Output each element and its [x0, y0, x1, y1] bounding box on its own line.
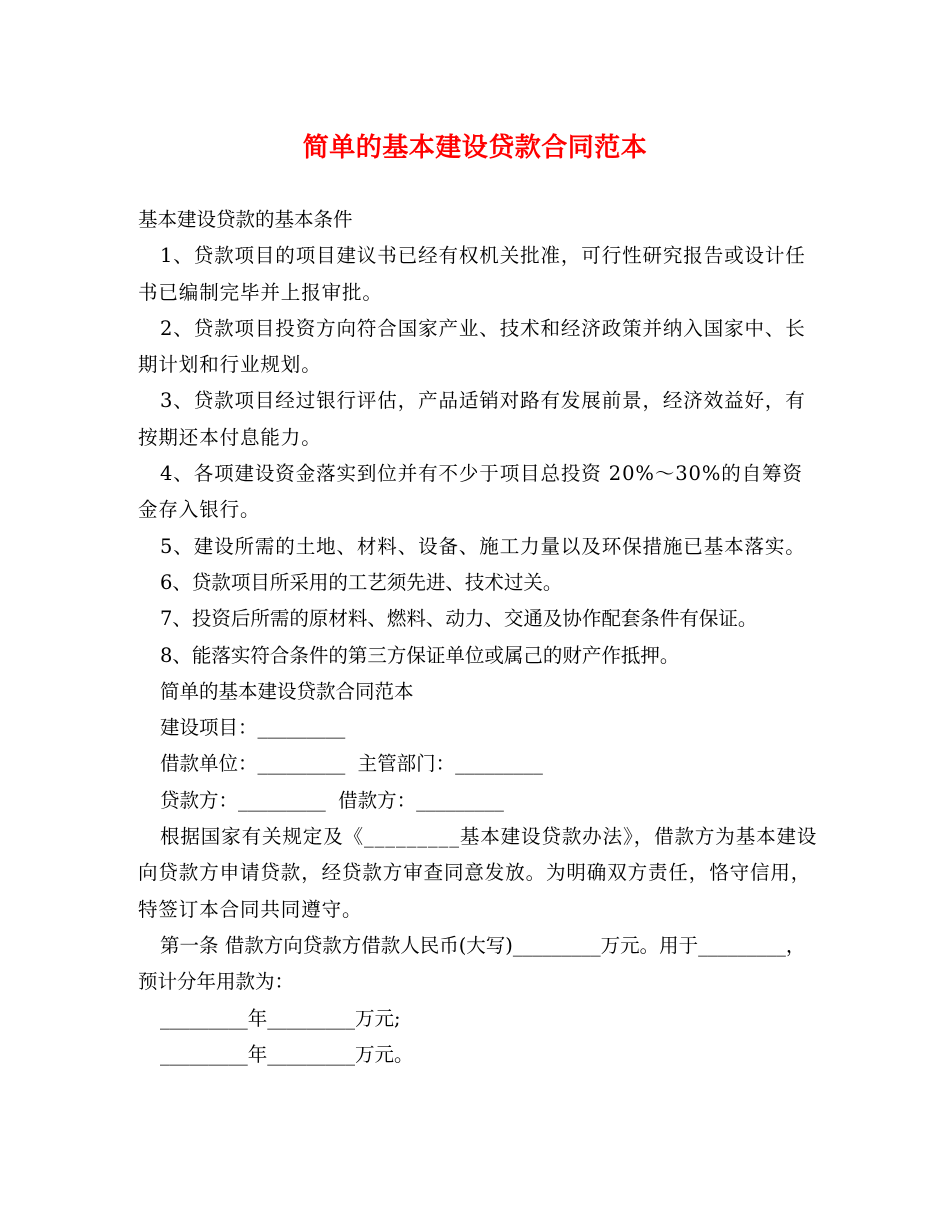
section-heading: 基本建设贷款的基本条件	[138, 208, 353, 231]
document-body	[138, 202, 818, 1073]
field-year-amount-2: _________年_________万元。	[160, 1042, 414, 1066]
paragraph-condition-3: 3、贷款项目经过银行评估，产品适销对路有发展前景，经济效益好，有按期还本付息能力。	[138, 389, 806, 449]
paragraph-preamble: 根据国家有关规定及《_________基本建设贷款办法》，借款方为基本建设向贷款方申请贷款，经贷款方审查同意发放。为明确双方责任，恪守信用，特签订本合同共同遵守。	[138, 825, 818, 921]
contract-subtitle: 简单的基本建设贷款合同范本	[160, 679, 414, 703]
paragraph-condition-5: 5、建设所需的土地、材料、设备、施工力量以及环保措施已基本落实。	[160, 534, 806, 558]
document-title: 简单的基本建设贷款合同范本	[302, 133, 648, 163]
paragraph-condition-4: 4、各项建设资金落实到位并有不少于项目总投资 20%～30%的自筹资金存入银行。	[138, 462, 803, 522]
paragraph-condition-8: 8、能落实符合条件的第三方保证单位或属己的财产作抵押。	[160, 643, 680, 667]
paragraph-article-1: 第一条 借款方向贷款方借款人民币(大写)_________万元。用于_________，预计分年用款为：	[138, 933, 806, 994]
field-year-amount-1: _________年_________万元;	[160, 1006, 401, 1030]
paragraph-condition-1: 1、贷款项目的项目建议书已经有权机关批准，可行性研究报告或设计任书已编制完毕并上报审批。	[138, 244, 806, 304]
field-project: 建设项目：_________	[160, 716, 346, 740]
field-lender-borrower: 贷款方：_________ 借款方：_________	[160, 788, 504, 812]
paragraph-condition-2: 2、贷款项目投资方向符合国家产业、技术和经济政策并纳入国家中、长期计划和行业规划。	[138, 316, 806, 377]
paragraph-condition-6: 6、贷款项目所采用的工艺须先进、技术过关。	[160, 570, 563, 594]
field-borrower-unit: 借款单位：_________ 主管部门：_________	[160, 752, 543, 776]
paragraph-condition-7: 7、投资后所需的原材料、燃料、动力、交通及协作配套条件有保证。	[160, 607, 758, 631]
